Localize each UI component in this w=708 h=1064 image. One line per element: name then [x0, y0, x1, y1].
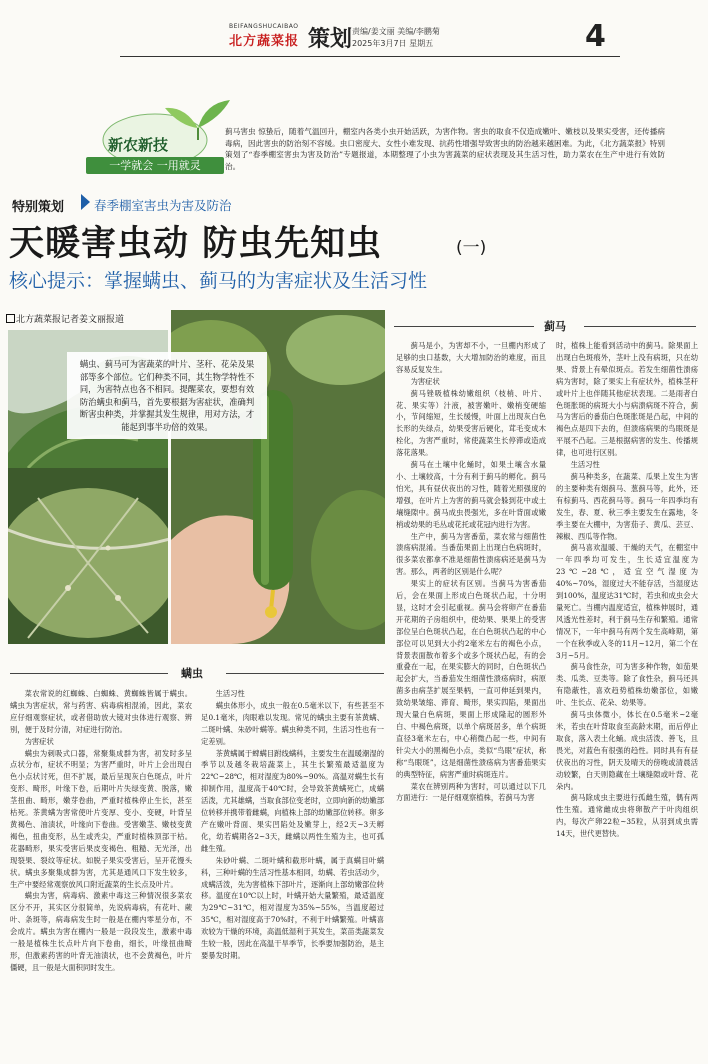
- byline-text: 北方蔬菜报记者姜文丽报道: [16, 315, 125, 325]
- mite-column-1: [10, 688, 192, 1060]
- masthead-editors: 责编/姜文丽 美编/李鹏菊: [352, 27, 440, 36]
- square-icon: [6, 314, 15, 323]
- mite-paragraph: 朱砂叶螨、二斑叶螨和截形叶螨，属于真螨目叶螨科，三种叶螨的生活习性基本相同，幼螨、若虫活动少，成螨活泼，先为害植株下部叶片，逐渐向上部幼嫩部位转移。温度在10℃以上时，叶螨开始大量繁殖，最适温度为29℃~31℃，相对湿度为35%~55%，当温度超过35℃，相对湿度高于70%时，不利于叶螨繁殖。叶螨喜欢较为干燥的环境，高温低湿利于其发生，菜苗类蔬菜发生较一般，因此在高温干旱季节，长季要加强防治，是主要暴发时期。: [201, 855, 384, 960]
- subheadline: 核心提示：掌握螨虫、蓟马的为害症状及生活习性: [9, 270, 428, 292]
- logo-tagline: 一学就会 一用就灵: [86, 157, 224, 174]
- thrips-column-1: [396, 340, 546, 1060]
- thrips-paragraph: 蓟马喜欢温暖、干燥的天气，在棚室中一年四季均可发生，生长适宜温度为23℃~28℃，适宜空气湿度为40%~70%，湿度过大不能存活，当湿度达到100%，温度达31℃时，若虫和成虫会大量死亡。当棚内温度适宜，植株伸展时，通风透光性差时，利于蓟马生存和繁殖。通常情况下，一年中蓟马有两个发生高峰期，第一个在秋季或入冬的11月~12月，第二个在3月~5月。: [556, 543, 698, 660]
- mite-rule-left: [10, 673, 168, 674]
- intro-paragraph: 蓟马害虫 惊蛰后，随着气温回升，棚室内各类小虫开始活跃，为害作物。害虫的取食不仅造成嫩叶、嫩枝以及果实受害，还传播病毒病，因此害虫的防治刻不容缓。虫口密度大、女性小难发现、抗药性增强导致害虫的防治越来越困难。为此，《北方蔬菜报》特别策划了“春季棚室害虫为害及防治”专题报道，本期整理了小虫为害蔬菜的症状表现及其生活习性，助力菜农在生产中进行有效防治。: [225, 127, 665, 171]
- masthead-pinyin: BEIFANGSHUCAIBAO: [229, 23, 299, 30]
- damaged-leaf-photo: [8, 468, 168, 644]
- masthead-meta: [352, 26, 440, 50]
- headline-part: (一): [456, 238, 487, 258]
- mite-paragraph: 茶黄螨属于蜱螨目跗线螨科，主要发生在温暖潮湿的季节以及越冬栽培蔬菜上，其生长繁殖最适温度为22℃~28℃，相对湿度为80%~90%。高温对螨生长有抑制作用，温度高于40℃时，会导致茶黄螨死亡，成螨活泼，尤其雄螨，当取食部位变老时，立即向新的幼嫩部位转移并携带着雌螨，向植株上部的幼嫩部位转移。卵多产在嫩叶背面、果实凹陷处及嫩芽上，经2天~3天孵化，幼若螨期各2~3天，雌螨以两性生殖为主，也可孤雌生殖。: [201, 748, 384, 853]
- masthead-name: 北方蔬菜报: [229, 34, 300, 49]
- mite-subheading-habits: 生活习性: [215, 689, 245, 698]
- photo-caption: 螨虫、蓟马可为害蔬菜的叶片、茎秆、花朵及果部等多个部位。它们种类不同，其生物学特性不同，为害特点也各不相同。提醒菜农，要想有效防治螨虫和蓟马，首先要根据为害症状，准确判断害虫种类，并掌握其发生规律，用对方法，才能起到事半功倍的效果。: [67, 352, 267, 439]
- mite-rule-right: [226, 673, 384, 674]
- thrips-paragraph: 蓟马除成虫主要进行孤雌生殖，偶有两性生殖。通常雌成虫将卵散产于叶肉组织内，每次产卵22粒~35粒，从羽到成虫需14天，世代更替快。: [556, 793, 698, 839]
- thrips-paragraph: 蓟马锉吸植株幼嫩组织（枝梢、叶片、花、果实等）汁液，被害嫩叶、嫩梢变硬缩小，节间缩短，生长缓慢，叶面上出现灰白色长形的失绿点，幼果受害后硬化，茸毛变成木栓化，为害严重时，常使蔬菜生长停滞或造成落花落果。: [396, 388, 546, 458]
- thrips-rule-right: [584, 326, 696, 327]
- masthead-rule: [120, 56, 620, 57]
- mite-paragraph: 螨虫体形小，成虫一般在0.5毫米以下，有些甚至不足0.1毫米，肉眼难以发现。常见的螨虫主要有茶黄螨、二斑叶螨、朱砂叶螨等。螨虫种类不同，生活习性也有一定差别。: [201, 700, 384, 746]
- thrips-paragraph: 果实上的症状有区别。当蓟马为害番茄后，会在果面上形成白色斑状凸起，十分明显，这时才会引起重视。蓟马会将卵产在番茄开花期的子房组织中，使幼果、果果上的受害部位呈白色斑状凸起，在白色斑状凸起的中心部位可以见到大小约2毫米左右的褐色小点，背景表面散布着多个或多个斑状凸起，有的会重叠在一起，在果实膨大的同时，白色斑状凸起会扩大，当番茄发生细菌性溃疡病时，病原菌多由病茎扩展至果柄，一直可伸延到果内，致幼果皱缩、滞育、畸形，果实四陷，果面出现大量白色病斑，果面上形成隆起的圆形外白、中褐色病斑，以单个病斑居多，单个病斑直径3毫米左右，中心稍微凸起一些，中间有针尖大小的黑褐色小点，类似“鸟眼”症状，称称“鸟眼斑”，这是细菌性溃疡病为害番茄果实的典型特征，病害严重时病斑连片。: [396, 579, 546, 779]
- thrips-subheading-symptoms: 为害症状: [410, 376, 440, 386]
- thrips-paragraph: 蓟马虫体微小，体长在0.5毫米~2毫米，若虫在叶背取食至高龄末期，而后停止取食，落入表土化蛹。成虫活泼、善飞，且畏光，对蓝色有很强的趋性。同时具有有昼伏夜出的习性，阴天及晴天的傍晚或清晨活动较繁，白天则隐藏在土壤缝隙或叶背、花朵内。: [556, 710, 698, 791]
- thrips-subheading-habits: 生活习性: [570, 460, 600, 470]
- thrips-paragraph: 时，植株上能看到活动中的蓟马。除果面上出现白色斑痕外，茎叶上没有病斑，只在幼果、背景上有晕似斑点。若发生细菌性溃疡病为害时，除了果实上有症状外，植株茎秆或叶片上也伴随其他症状表现。二是雨者白色斑胀斑的病斑大小与病溃病斑不符合，蓟马为害后的番茄白色斑胀斑是凸起，中间的褐色点是四下去的，但溃疡病果的鸟眼斑是平展不凸起。三是根据病害的发生、传播规律，也可进行区别。: [556, 341, 698, 458]
- byline: [6, 312, 124, 325]
- arrow-right-icon: [81, 194, 90, 210]
- section-thrips: 蓟马: [544, 320, 566, 333]
- thrips-paragraph: 蓟马在土壤中化蛹时，如果土壤含水量小、土壤较高，十分有利于蓟马的孵化。蓟马怕光，具有昼伏夜出的习性，随着光照强度的增强，在叶片上为害的蓟马就会躲到花中或土壤缝隙中。蓟马成虫畏强光，多在叶背面或嫩梢或幼果的毛丛或花托或花冠内进行为害。: [396, 460, 546, 529]
- page-number: 4: [585, 19, 606, 54]
- thrips-paragraph: 菜农在辨别两种为害时，可以通过以下几方面进行：一是仔细观察植株，若蓟马为害: [396, 781, 546, 803]
- mite-paragraph: 菜农常说的红蜘蛛、白蜘蛛、黄蜘蛛皆属于螨虫。螨虫为害症状，常与药害、病毒病相混淆，因此，菜农应仔细观察症状，或者借助放大镜对虫体进行观察、辨别，便于及时分清，对症进行防治。: [10, 689, 192, 734]
- masthead-date: 2025年3月7日 星期五: [352, 39, 434, 48]
- mite-paragraph: 螨虫为害，病毒病、激素中毒这三种情况很多菜农区分不开，其实区分很简单，先说病毒病，有花叶、蕨叶、条斑等，病毒病发生时一般是在棚内零星分布，不会成片。螨虫为害在棚内一般是一段段发生，激素中毒一般是植株生长点叶片向下卷曲，细长，叶缘扭曲畸形，但激素药害的叶背无油渍状，也不会黄褐色，叶片僵硬，且一般是大面积同时发生。: [10, 891, 192, 972]
- feature-subtitle: 春季棚室害虫为害及防治: [94, 198, 232, 213]
- thrips-paragraph: 蓟马食性杂，可为害多种作物，如茄果类、瓜类、豆类等。除了食性杂，蓟马还具有隐蔽性，喜欢趋势植株幼嫩部位，如嫩叶、生长点、花朵、幼果等。: [556, 662, 698, 708]
- headline: 天暖害虫动 防虫先知虫: [9, 224, 383, 264]
- thrips-column-2: [556, 340, 698, 1060]
- masthead-section: 策划: [308, 27, 353, 52]
- thrips-rule-left: [394, 326, 534, 327]
- section-mite: 螨虫: [181, 667, 203, 680]
- mite-column-2: [201, 688, 384, 1060]
- thrips-paragraph: 蓟马种类多，在蔬菜、瓜果上发生为害的主要种类有烟蓟马、葱蓟马等，此外，还有棕蓟马、西花蓟马等。蓟马一年四季均有发生，春、夏、秋三季主要发生在露地，冬季主要在大棚中，为害茄子、黄瓜、芸豆、辣椒、西瓜等作物。: [556, 471, 698, 541]
- thrips-paragraph: 生产中，蓟马为害番茄，菜农常与细菌性溃疡病混淆。当番茄果面上出现白色病斑时，很多菜农都拿不准是细菌性溃疡病还是蓟马为害。那么，两者的区别是什么呢？: [396, 531, 546, 577]
- mite-subheading-symptoms: 为害症状: [24, 736, 54, 746]
- feature-label: 特别策划: [12, 200, 65, 215]
- thrips-paragraph: 蓟马是小，为害却不小，一旦棚内形成了足够的虫口基数，大大增加防治的难度，而且容易反复发生。: [396, 341, 546, 374]
- mite-paragraph: 螨虫为刺吸式口器，常聚集成群为害，初发时多呈点状分布，症状不明显；为害严重时，叶片上会出现白色小点状讨死，但不扩展，最后呈现灰白色斑点，叶片变形、畸形，叶缘下卷，后期叶片失绿变黄、脱落，嫩茎扭曲、畸形，嫩芽卷曲，严重时植株停止生长，甚至枯死。茶黄螨为害常使叶片变厚、变小、变硬，叶背呈黄褐色、油渍状，叶缘向下卷曲。受害嫩茎、嫩枝变黄褐色，扭曲变形，丛生或秃尖，严重时植株顶部干枯。花器畸形，果实受害后果皮变褐色、粗糙、无光泽，出现裂果、裂纹等症状。如脱子果实受害后，呈开花馒头状。螨虫多聚集成群为害，尤其是通风口下发生较多，生产中要经常观察放风口附近蔬菜的生长点及叶片。: [10, 748, 192, 889]
- logo-title: 新农新技: [108, 136, 169, 154]
